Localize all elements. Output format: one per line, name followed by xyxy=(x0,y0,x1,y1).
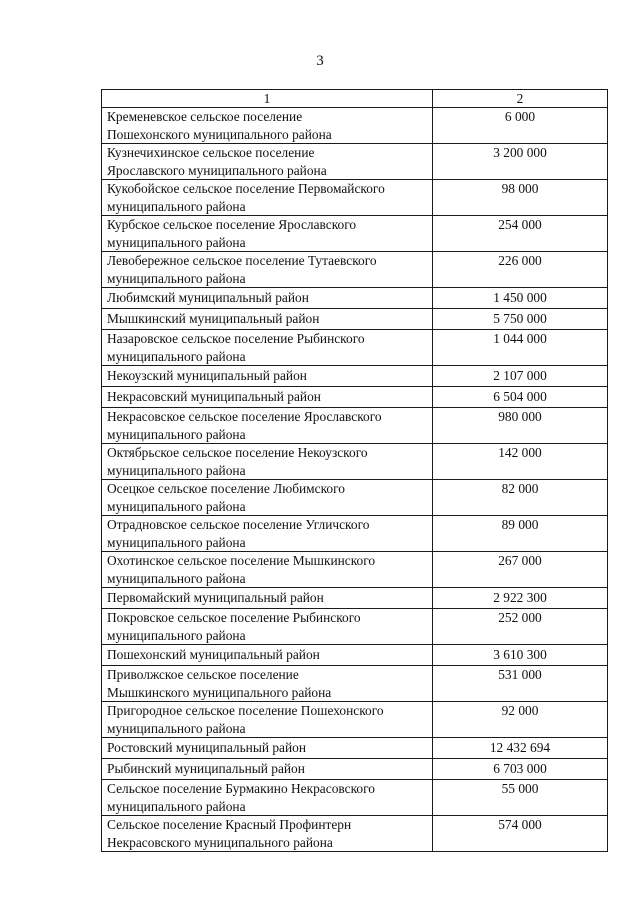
table-row xyxy=(102,702,608,738)
table-row xyxy=(102,516,608,552)
table-row xyxy=(102,108,608,144)
amount-cell: 254 000 xyxy=(433,216,608,252)
table-row xyxy=(102,216,608,252)
municipality-name-cell: Пригородное сельское поселение Пошехонского муниципального района xyxy=(102,702,433,738)
amount-cell: 267 000 xyxy=(433,552,608,588)
municipality-name-cell: Мышкинский муниципальный район xyxy=(102,309,433,330)
amount-cell: 6 703 000 xyxy=(433,759,608,780)
table-row xyxy=(102,444,608,480)
municipality-name-cell: Отрадновское сельское поселение Угличского муниципального района xyxy=(102,516,433,552)
municipality-name-cell: Любимский муниципальный район xyxy=(102,288,433,309)
table-row xyxy=(102,330,608,366)
amount-cell: 3 200 000 xyxy=(433,144,608,180)
municipality-name-cell: Назаровское сельское поселение Рыбинского муниципального района xyxy=(102,330,433,366)
table-row xyxy=(102,252,608,288)
municipality-name-cell: Покровское сельское поселение Рыбинского муниципального района xyxy=(102,609,433,645)
table-row xyxy=(102,288,608,309)
allocation-table xyxy=(101,89,608,852)
table-header-row xyxy=(102,90,608,108)
amount-cell: 531 000 xyxy=(433,666,608,702)
table-row xyxy=(102,609,608,645)
amount-cell: 98 000 xyxy=(433,180,608,216)
municipality-name-cell: Охотинское сельское поселение Мышкинского муниципального района xyxy=(102,552,433,588)
table-row xyxy=(102,387,608,408)
amount-cell: 92 000 xyxy=(433,702,608,738)
amount-cell: 2 922 300 xyxy=(433,588,608,609)
municipality-name-cell: Рыбинский муниципальный район xyxy=(102,759,433,780)
amount-cell: 252 000 xyxy=(433,609,608,645)
table-row xyxy=(102,645,608,666)
amount-cell: 574 000 xyxy=(433,816,608,852)
municipality-name-cell: Некрасовское сельское поселение Ярославского муниципального района xyxy=(102,408,433,444)
table-row xyxy=(102,588,608,609)
table-body xyxy=(102,108,608,852)
municipality-name-cell: Кукобойское сельское поселение Первомайского муниципального района xyxy=(102,180,433,216)
amount-cell: 89 000 xyxy=(433,516,608,552)
municipality-name-cell: Осецкое сельское поселение Любимского муниципального района xyxy=(102,480,433,516)
amount-cell: 5 750 000 xyxy=(433,309,608,330)
municipality-name-cell: Пошехонский муниципальный район xyxy=(102,645,433,666)
table-row xyxy=(102,408,608,444)
column-header-2: 2 xyxy=(433,90,608,108)
municipality-name-cell: Кременевское сельское поселение Пошехонского муниципального района xyxy=(102,108,433,144)
amount-cell: 3 610 300 xyxy=(433,645,608,666)
table-row xyxy=(102,552,608,588)
amount-cell: 6 000 xyxy=(433,108,608,144)
amount-cell: 1 044 000 xyxy=(433,330,608,366)
amount-cell: 980 000 xyxy=(433,408,608,444)
table-row xyxy=(102,738,608,759)
amount-cell: 6 504 000 xyxy=(433,387,608,408)
municipality-name-cell: Некрасовский муниципальный район xyxy=(102,387,433,408)
table-row xyxy=(102,366,608,387)
table-row xyxy=(102,144,608,180)
municipality-name-cell: Сельское поселение Бурмакино Некрасовского муниципального района xyxy=(102,780,433,816)
amount-cell: 2 107 000 xyxy=(433,366,608,387)
amount-cell: 12 432 694 xyxy=(433,738,608,759)
municipality-name-cell: Левобережное сельское поселение Тутаевского муниципального района xyxy=(102,252,433,288)
municipality-name-cell: Первомайский муниципальный район xyxy=(102,588,433,609)
table-row xyxy=(102,780,608,816)
municipality-name-cell: Кузнечихинское сельское поселение Ярославского муниципального района xyxy=(102,144,433,180)
amount-cell: 82 000 xyxy=(433,480,608,516)
column-header-1: 1 xyxy=(102,90,433,108)
table-row xyxy=(102,180,608,216)
municipality-name-cell: Ростовский муниципальный район xyxy=(102,738,433,759)
amount-cell: 1 450 000 xyxy=(433,288,608,309)
page-number: 3 xyxy=(316,53,324,69)
municipality-name-cell: Приволжское сельское поселение Мышкинского муниципального района xyxy=(102,666,433,702)
table-row xyxy=(102,309,608,330)
table-row xyxy=(102,480,608,516)
municipality-name-cell: Некоузский муниципальный район xyxy=(102,366,433,387)
municipality-name-cell: Курбское сельское поселение Ярославского муниципального района xyxy=(102,216,433,252)
municipality-name-cell: Октябрьское сельское поселение Некоузского муниципального района xyxy=(102,444,433,480)
amount-cell: 226 000 xyxy=(433,252,608,288)
amount-cell: 142 000 xyxy=(433,444,608,480)
amount-cell: 55 000 xyxy=(433,780,608,816)
table-row xyxy=(102,816,608,852)
table-row xyxy=(102,759,608,780)
table-row xyxy=(102,666,608,702)
municipality-name-cell: Сельское поселение Красный Профинтерн Некрасовского муниципального района xyxy=(102,816,433,852)
